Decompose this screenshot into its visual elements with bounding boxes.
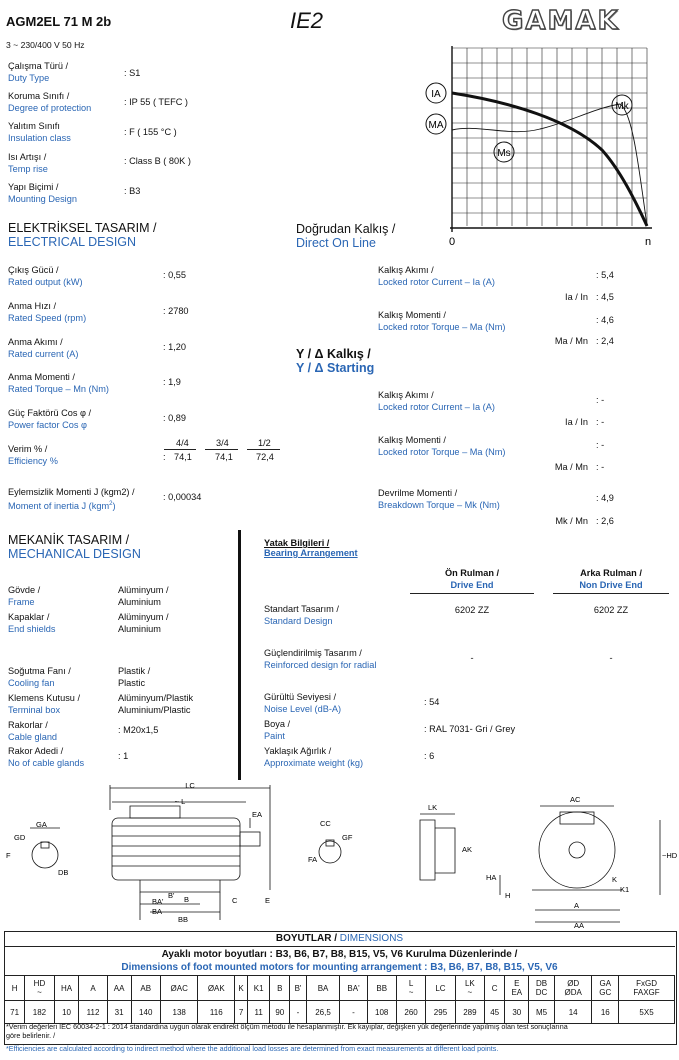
label-en: Approximate weight (kg): [264, 758, 364, 768]
dim-header-cell: ØAC: [160, 976, 198, 1001]
label-en: Moment of inertia J (kgm$^2$): [8, 501, 116, 512]
mechanical-title: [8, 533, 141, 561]
dim-header-cell: FxGD FAXGF: [619, 976, 675, 1001]
dim-value-cell: 16: [592, 1001, 619, 1024]
rated-current-label: [8, 336, 78, 360]
label-tr: Anma Akımı /: [8, 337, 63, 347]
spec-temp-rise: [8, 151, 48, 175]
spec-label-tr: Çalışma Türü /: [8, 61, 69, 71]
dim-k1: K1: [620, 885, 630, 894]
dim-header-cell: B': [290, 976, 306, 1001]
section-divider: [238, 530, 241, 780]
dim-value-cell: 260: [396, 1001, 425, 1024]
spec-value: : B3: [124, 186, 141, 196]
dim-ba: BA: [152, 907, 163, 916]
label-tr: Anma Hızı /: [8, 301, 56, 311]
dimensions-subtitle-en: Dimensions of foot mounted motors for mounting arrangement : B3, B6, B7, B8, B15, V5, V6: [121, 962, 558, 973]
dim-header-cell: BA': [340, 976, 367, 1001]
dim-value-cell: 7: [235, 1001, 248, 1024]
dim-header-cell: ØD ØDA: [554, 976, 592, 1001]
sd-ia-in-label: Ia / In: [565, 417, 588, 427]
dim-db: DB: [58, 868, 69, 877]
bearing-title-tr: Yatak Bilgileri /: [264, 538, 330, 548]
weight-value: : 6: [424, 751, 435, 761]
spec-label-tr: Koruma Sınıfı /: [8, 91, 70, 101]
paint-value: : RAL 7031- Gri / Grey: [424, 724, 516, 734]
graph-grid: [452, 48, 647, 226]
dim-header-cell: LK ~: [455, 976, 484, 1001]
mech-terminal-label: [8, 692, 80, 716]
drive-end-en: Drive End: [450, 580, 494, 590]
dim-ak: AK: [462, 845, 473, 854]
dim-rule: [4, 946, 675, 947]
label-en: No of cable glands: [8, 758, 85, 768]
dim-ac: AC: [570, 795, 581, 804]
dim-ba2: BA': [152, 897, 164, 906]
dim-c: C: [232, 896, 238, 905]
label-en: Power factor Cos φ: [8, 420, 87, 430]
label-en: Standard Design: [264, 616, 333, 626]
spec-protection: [8, 90, 91, 114]
sd-locked-torque-value: : -: [596, 440, 605, 450]
dimensions-header-row: [5, 976, 675, 1001]
dim-value-cell: 45: [485, 1001, 505, 1024]
std-nde-value: 6202 ZZ: [593, 605, 629, 615]
label-tr: Kalkış Momenti /: [378, 310, 446, 320]
label-tr: Devrilme Momenti /: [378, 488, 458, 498]
dol-ma-mn-label: Ma / Mn: [554, 336, 588, 346]
reinforced-label: [264, 647, 376, 671]
dimension-drawings: [0, 780, 679, 930]
spec-label-en: Duty Type: [8, 73, 50, 83]
rein-nde-value: -: [609, 653, 613, 663]
label-tr: Güç Faktörü Cos φ /: [8, 408, 92, 418]
noise-label: [264, 691, 341, 715]
label-en: Noise Level (dB-A): [264, 704, 342, 714]
dim-value-cell: M5: [529, 1001, 555, 1024]
dim-lk: LK: [428, 803, 438, 812]
dim-ga: GA: [36, 820, 47, 829]
mech-fan-label: [8, 665, 71, 689]
rein-de-value: -: [470, 653, 474, 663]
dim-header-cell: BB: [367, 976, 396, 1001]
dim-header-cell: GA GC: [592, 976, 619, 1001]
dim-header-cell: AA: [107, 976, 131, 1001]
load-4-4: 4/4: [176, 438, 189, 448]
dim-ea: EA: [252, 810, 263, 819]
mech-gland-label: [8, 719, 57, 743]
spec-value: : F ( 155 °C ): [124, 127, 177, 137]
terminal-box-view: [420, 814, 455, 880]
inertia-value: : 0,00034: [163, 492, 202, 502]
power-factor-value: : 0,89: [163, 413, 186, 423]
label-tr: Gürültü Seviyesi /: [264, 692, 336, 702]
spec-mounting: [8, 181, 77, 205]
label-en: Locked rotor Torque – Ma (Nm): [378, 447, 506, 457]
dim-header-cell: H: [5, 976, 25, 1001]
motor-front-view: [500, 806, 660, 922]
label-en: Cable gland: [8, 732, 58, 742]
eff-value-1-2: 72,4: [256, 452, 274, 462]
bearing-title: [264, 538, 358, 558]
std-de-value: 6202 ZZ: [454, 605, 490, 615]
spec-label-tr: Yalıtım Sınıfı: [8, 121, 60, 131]
dim-value-cell: 10: [54, 1001, 79, 1024]
spec-label-en: Insulation class: [8, 133, 71, 143]
dim-e: E: [265, 896, 271, 905]
rated-speed-value: : 2780: [163, 306, 189, 316]
value-en: Aluminium: [118, 624, 161, 634]
value-tr: Alüminyum /: [118, 612, 169, 622]
label-tr: Verim % /: [8, 444, 48, 454]
dim-header-cell: ØAK: [198, 976, 235, 1001]
dim-header-cell: HD ~: [25, 976, 54, 1001]
dim-value-cell: 295: [426, 1001, 455, 1024]
dim-value-cell: 30: [505, 1001, 529, 1024]
value-tr: Alüminyum /: [118, 585, 169, 595]
dimensions-title: [4, 933, 675, 944]
mech-frame-value: [118, 584, 169, 608]
label-en: Rated Speed (rpm): [8, 313, 87, 323]
dol-title-en: Direct On Line: [296, 236, 376, 250]
current-curve: [452, 93, 647, 226]
brand-logo: GAMAK: [502, 6, 620, 36]
ms-label: Ms: [497, 148, 511, 159]
label-en: Locked rotor Current – Ia (A): [378, 277, 495, 287]
star-delta-title-en: Y / Δ Starting: [296, 361, 375, 375]
dol-locked-torque-label: [378, 309, 505, 333]
label-en: Rated output (kW): [8, 277, 83, 287]
sd-ma-mn-value: : -: [596, 462, 605, 472]
sd-locked-torque-label: [378, 434, 505, 458]
dim-header-cell: K1: [248, 976, 270, 1001]
dol-ma-mn-value: : 2,4: [596, 336, 614, 346]
label-tr: Kalkış Momenti /: [378, 435, 446, 445]
electrical-title-en: ELECTRICAL DESIGN: [8, 235, 137, 249]
dimensions-title-tr: BOYUTLAR /: [275, 933, 340, 944]
drive-end-tr: Ön Rulman /: [444, 568, 500, 578]
dimensions-title-en: DIMENSIONS: [339, 933, 404, 944]
mk-label: Mk: [615, 101, 629, 112]
dim-value-cell: 11: [248, 1001, 270, 1024]
dim-value-cell: 182: [25, 1001, 54, 1024]
paint-label: [264, 718, 290, 742]
dim-h: H: [505, 891, 511, 900]
std-design-label: [264, 603, 339, 627]
dim-value-cell: 14: [554, 1001, 592, 1024]
dim-value-cell: 90: [270, 1001, 290, 1024]
dim-fa: FA: [308, 855, 318, 864]
torque-curve: [452, 104, 647, 226]
dim-value-cell: 140: [131, 1001, 160, 1024]
mechanical-title-tr: MEKANİK TASARIM /: [8, 533, 130, 547]
note-tr-line2: göre belirlenir. /: [6, 1031, 56, 1040]
dim-lc: LC: [185, 781, 195, 790]
dim-value-cell: 5X5: [619, 1001, 675, 1024]
noise-value: : 54: [424, 697, 440, 707]
ia-label: IA: [431, 89, 441, 100]
x-end-label: n: [645, 236, 652, 248]
label-en: Frame: [8, 597, 35, 607]
mech-endshield-value: [118, 611, 169, 635]
efficiency-class: IE2: [290, 8, 324, 33]
mk-mn-value: : 2,6: [596, 516, 614, 526]
electrical-title-tr: ELEKTRİKSEL TASARIM /: [8, 221, 157, 235]
spec-label-en: Degree of protection: [8, 103, 92, 113]
star-delta-title: [296, 347, 374, 375]
model-name: AGM2EL 71 M 2b: [6, 14, 112, 29]
electrical-title: [8, 221, 156, 249]
inertia-label: [8, 486, 135, 512]
label-tr: Güçlendirilmiş Tasarım /: [264, 648, 362, 658]
label-en: Paint: [264, 731, 285, 741]
label-tr: Klemens Kutusu /: [8, 693, 81, 703]
sd-locked-current-value: : -: [596, 395, 605, 405]
shaft-detail-2: [319, 840, 341, 863]
weight-label: [264, 745, 363, 769]
dimensions-subtitle-tr: Ayaklı motor boyutları : B3, B6, B7, B8, B15, V5, V6 Kurulma Düzenlerinde /: [161, 949, 518, 960]
label-en: Locked rotor Torque – Ma (Nm): [378, 322, 506, 332]
note-tr-line1: *Verim değerleri IEC 60034-2-1 : 2014 standardına uygun olarak endirekt ölçüm metodu ile hesaplanmıştır. Ek kayıplar, değişken yük değerlerinde yapılmış olan test sonuçlarına: [6, 1022, 568, 1031]
load-1-2: 1/2: [258, 438, 271, 448]
label-en: Rated Torque – Mn (Nm): [8, 384, 109, 394]
sd-ia-in-value: : -: [596, 417, 605, 427]
characteristic-curve-graph: [420, 40, 670, 250]
mech-fan-value: [118, 665, 150, 689]
dimensions-table: [4, 975, 675, 1024]
rated-torque-value: : 1,9: [163, 377, 181, 387]
dim-gf: GF: [342, 833, 353, 842]
non-drive-end-header: [553, 567, 669, 594]
dim-a: A: [574, 901, 580, 910]
dim-value-cell: -: [340, 1001, 367, 1024]
rated-torque-label: [8, 371, 109, 395]
dim-value-cell: 289: [455, 1001, 484, 1024]
mech-gland-count-label: [8, 745, 84, 769]
spec-duty: [8, 60, 68, 84]
dim-value-cell: 138: [160, 1001, 198, 1024]
dim-header-cell: A: [79, 976, 107, 1001]
eff-colon: :: [163, 452, 166, 462]
label-en: Rated current (A): [8, 349, 79, 359]
star-delta-title-tr: Y / Δ Kalkış /: [296, 347, 371, 361]
mechanical-title-en: MECHANICAL DESIGN: [8, 547, 141, 561]
sd-locked-current-label: [378, 389, 495, 413]
dim-cc: CC: [320, 819, 331, 828]
eff-rule-2: [205, 449, 238, 450]
dim-header-cell: B: [270, 976, 290, 1001]
dol-title-tr: Doğrudan Kalkış /: [296, 222, 396, 236]
label-tr: Kapaklar /: [8, 612, 50, 622]
dim-header-cell: E EA: [505, 976, 529, 1001]
label-tr: Standart Tasarım /: [264, 604, 339, 614]
label-tr: Kalkış Akımı /: [378, 390, 434, 400]
label-tr: Yaklaşık Ağırlık /: [264, 746, 332, 756]
dim-hd: ~HD: [662, 851, 678, 860]
efficiency-label: [8, 443, 58, 467]
dim-bb: BB: [178, 915, 189, 924]
rated-output-value: : 0,55: [163, 270, 186, 280]
label-tr: Çıkış Gücü /: [8, 265, 59, 275]
dim-ha: HA: [486, 873, 497, 882]
dim-value-cell: 31: [107, 1001, 131, 1024]
mech-gland-count-value: : 1: [118, 751, 129, 761]
spec-label-en: Temp rise: [8, 164, 48, 174]
dimensions-value-row: [5, 1001, 675, 1024]
breakdown-torque-value: : 4,9: [596, 493, 614, 503]
dol-locked-current-label: [378, 264, 495, 288]
eff-value-4-4: 74,1: [174, 452, 192, 462]
spec-value: : S1: [124, 68, 141, 78]
dim-header-cell: LC: [426, 976, 455, 1001]
value-en: Aluminium: [118, 597, 161, 607]
mk-mn-label: Mk / Mn: [555, 516, 588, 526]
label-en: Reinforced design for radial: [264, 660, 377, 670]
spec-label-tr: Isı Artışı /: [8, 152, 47, 162]
dol-locked-torque-value: : 4,6: [596, 315, 614, 325]
dim-value-cell: 71: [5, 1001, 25, 1024]
breakdown-torque-label: [378, 487, 500, 511]
label-en: End shields: [8, 624, 56, 634]
shaft-key-detail: [30, 828, 60, 868]
dim-header-cell: C: [485, 976, 505, 1001]
dim-aa: AA: [574, 921, 585, 930]
spec-label-tr: Yapı Biçimi /: [8, 182, 59, 192]
dim-header-cell: AB: [131, 976, 160, 1001]
dol-ia-in-label: Ia / In: [565, 292, 588, 302]
note-en: *Efficiencies are calculated according to indirect method where the additional load losses are determined from exact measurements at different load points.: [6, 1044, 499, 1053]
dim-header-cell: DB DC: [529, 976, 555, 1001]
ma-label: MA: [428, 120, 444, 131]
drive-end-header: [410, 567, 534, 594]
dim-value-cell: 112: [79, 1001, 107, 1024]
motor-side-view: [110, 785, 270, 920]
label-tr: Kalkış Akımı /: [378, 265, 434, 275]
label-en: Efficiency %: [8, 456, 58, 466]
non-drive-end-en: Non Drive End: [579, 580, 643, 590]
load-3-4: 3/4: [216, 438, 229, 448]
supply-voltage: 3 ~ 230/400 V 50 Hz: [6, 40, 85, 50]
label-en: Breakdown Torque – Mk (Nm): [378, 500, 500, 510]
dol-title: [296, 222, 395, 250]
label-tr: Boya /: [264, 719, 291, 729]
spec-insulation: [8, 120, 71, 144]
label-tr: Soğutma Fanı /: [8, 666, 71, 676]
non-drive-end-tr: Arka Rulman /: [580, 568, 642, 578]
rated-speed-label: [8, 300, 86, 324]
dim-value-cell: -: [290, 1001, 306, 1024]
dim-header-cell: K: [235, 976, 248, 1001]
mech-gland-value: : M20x1,5: [118, 725, 159, 735]
eff-value-3-4: 74,1: [215, 452, 233, 462]
dim-header-cell: HA: [54, 976, 79, 1001]
eff-rule-3: [247, 449, 280, 450]
label-tr: Gövde /: [8, 585, 41, 595]
value-tr: Alüminyum/Plastik: [118, 693, 194, 703]
label-tr: Anma Momenti /: [8, 372, 75, 382]
dim-value-cell: 116: [198, 1001, 235, 1024]
label-en: Terminal box: [8, 705, 61, 715]
value-en: Plastic: [118, 678, 146, 688]
value-en: Aluminium/Plastic: [118, 705, 191, 715]
label-tr: Rakor Adedi /: [8, 746, 64, 756]
dim-b2: B': [168, 891, 175, 900]
rated-output-label: [8, 264, 83, 288]
spec-label-en: Mounting Design: [8, 194, 77, 204]
dim-k: K: [612, 875, 618, 884]
label-tr: Eylemsizlik Momenti J (kgm2) /: [8, 487, 135, 497]
rated-current-value: : 1,20: [163, 342, 186, 352]
bearing-title-en: Bearing Arrangement: [264, 548, 358, 558]
dim-value-cell: 26,5: [306, 1001, 340, 1024]
dim-header-cell: BA: [306, 976, 340, 1001]
value-tr: Plastik /: [118, 666, 151, 676]
label-tr: Rakorlar /: [8, 720, 48, 730]
dim-l: ~ L: [174, 797, 186, 806]
spec-value: : IP 55 ( TEFC ): [124, 97, 188, 107]
dim-value-cell: 108: [367, 1001, 396, 1024]
label-en: Cooling fan: [8, 678, 55, 688]
mech-endshield-label: [8, 611, 56, 635]
dol-ia-in-value: : 4,5: [596, 292, 614, 302]
mech-frame-label: [8, 584, 40, 608]
sd-ma-mn-label: Ma / Mn: [554, 462, 588, 472]
dol-locked-current-value: : 5,4: [596, 270, 614, 280]
eff-rule-1: [164, 449, 196, 450]
label-en: Locked rotor Current – Ia (A): [378, 402, 495, 412]
dim-f: F: [6, 851, 11, 860]
dim-b: B: [184, 895, 190, 904]
x-origin-label: 0: [449, 236, 456, 248]
spec-value: : Class B ( 80K ): [124, 156, 191, 166]
dim-gd: GD: [14, 833, 26, 842]
mech-terminal-value: [118, 692, 193, 716]
power-factor-label: [8, 407, 91, 431]
dim-header-cell: L ~: [396, 976, 425, 1001]
